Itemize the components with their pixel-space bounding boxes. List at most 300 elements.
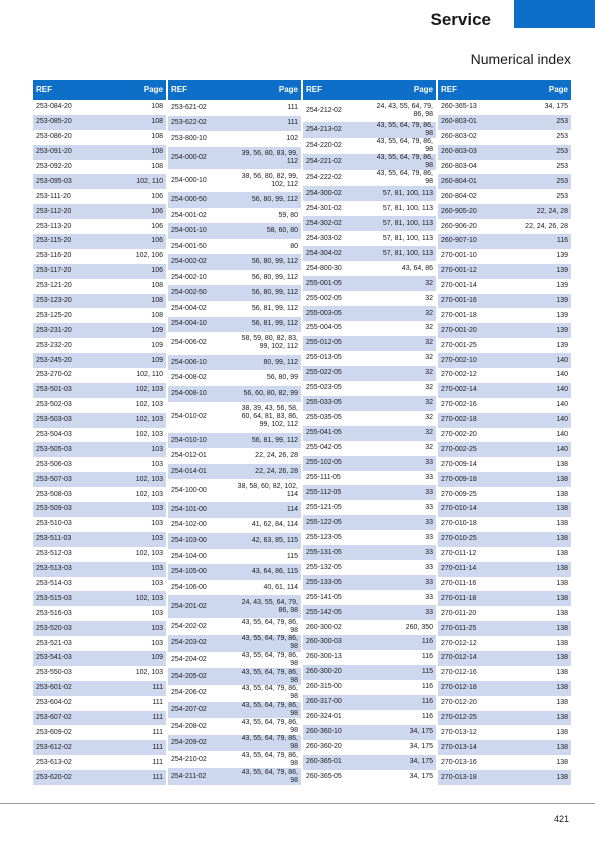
page-reference: 43, 55, 64, 79, 86, 98 (232, 735, 301, 752)
ref-number: 270-012-25 (438, 711, 502, 726)
ref-number: 253-607-02 (33, 711, 97, 726)
index-row (303, 186, 436, 201)
index-row (33, 591, 166, 606)
page-reference: 138 (502, 711, 571, 726)
ref-number: 254-301-02 (303, 201, 367, 216)
ref-number: 253-125-20 (33, 308, 97, 323)
index-row (168, 518, 301, 534)
page-reference: 41, 62, 84, 114 (232, 518, 301, 534)
index-table-4 (438, 80, 571, 785)
index-row (303, 291, 436, 306)
page-reference: 140 (502, 368, 571, 383)
ref-number: 253-501-03 (33, 383, 97, 398)
ref-number: 254-303-02 (303, 231, 367, 246)
index-row (438, 502, 571, 517)
index-row (303, 306, 436, 321)
page-reference: 138 (502, 770, 571, 785)
page-reference: 22, 24, 28 (502, 204, 571, 219)
index-row (33, 487, 166, 502)
page-reference: 253 (502, 130, 571, 145)
page-reference: 33 (367, 530, 436, 545)
page-header: Page (367, 80, 436, 100)
index-row (168, 751, 301, 768)
ref-number: 255-033-05 (303, 396, 367, 411)
page-reference: 34, 175 (367, 770, 436, 785)
page-reference: 253 (502, 145, 571, 160)
index-row (438, 770, 571, 785)
ref-number: 255-023-05 (303, 381, 367, 396)
page-reference: 42, 63, 85, 115 (232, 533, 301, 549)
index-row (303, 276, 436, 291)
ref-number: 255-141-05 (303, 590, 367, 605)
index-row (168, 301, 301, 317)
ref-number: 254-006-02 (168, 332, 232, 355)
page-reference: 43, 55, 64, 79, 86, 98 (232, 635, 301, 652)
ref-number: 270-001-12 (438, 264, 502, 279)
page-number: 421 (553, 814, 569, 824)
ref-number: 253-622-02 (168, 116, 232, 132)
page-reference: 138 (502, 681, 571, 696)
index-row (168, 332, 301, 355)
page-reference: 140 (502, 383, 571, 398)
index-row (33, 115, 166, 130)
ref-number: 270-011-20 (438, 606, 502, 621)
page-reference: 33 (367, 605, 436, 620)
page-header: Page (502, 80, 571, 100)
index-row (303, 351, 436, 366)
index-row (168, 464, 301, 480)
page-reference: 38, 58, 60, 82, 102, 114 (232, 479, 301, 502)
index-row (303, 100, 436, 122)
page-reference: 111 (232, 116, 301, 132)
page-reference: 57, 81, 100, 113 (367, 246, 436, 261)
ref-number: 270-001-14 (438, 279, 502, 294)
ref-number: 254-207-02 (168, 702, 232, 719)
page-reference: 103 (97, 517, 166, 532)
index-row (33, 517, 166, 532)
page-reference: 116 (367, 680, 436, 695)
index-row (33, 279, 166, 294)
page-reference: 111 (97, 725, 166, 740)
ref-number: 253-509-03 (33, 502, 97, 517)
index-row (438, 174, 571, 189)
ref-number: 270-013-18 (438, 770, 502, 785)
page-reference: 138 (502, 502, 571, 517)
index-row (33, 145, 166, 160)
index-row (33, 294, 166, 309)
ref-number: 253-507-03 (33, 472, 97, 487)
ref-number: 253-111-20 (33, 189, 97, 204)
ref-number: 260-300-03 (303, 635, 367, 650)
ref-number: 254-302-02 (303, 216, 367, 231)
ref-number: 254-201-02 (168, 595, 232, 618)
index-row (168, 131, 301, 147)
index-row (33, 338, 166, 353)
index-row (303, 545, 436, 560)
page-reference: 58, 59, 80, 82, 83, 99, 102, 112 (232, 332, 301, 355)
ref-header: REF (438, 80, 502, 100)
ref-number: 253-245-20 (33, 353, 97, 368)
page-reference: 57, 81, 100, 113 (367, 231, 436, 246)
ref-number: 254-208-02 (168, 718, 232, 735)
ref-number: 254-220-02 (303, 138, 367, 154)
index-row (303, 411, 436, 426)
ref-number: 255-042-05 (303, 441, 367, 456)
page-reference: 43, 55, 64, 79, 86, 98 (232, 702, 301, 719)
page-reference: 102, 103 (97, 398, 166, 413)
ref-number: 253-521-03 (33, 636, 97, 651)
page-reference: 139 (502, 264, 571, 279)
index-row (303, 635, 436, 650)
ref-number: 260-365-05 (303, 770, 367, 785)
page-reference: 33 (367, 500, 436, 515)
index-row (168, 652, 301, 669)
index-row (168, 270, 301, 286)
page-reference: 102, 103 (97, 383, 166, 398)
ref-number: 255-012-05 (303, 336, 367, 351)
ref-number: 260-317-00 (303, 695, 367, 710)
index-row (303, 755, 436, 770)
index-row (33, 442, 166, 457)
ref-number: 253-508-03 (33, 487, 97, 502)
ref-number: 253-505-03 (33, 442, 97, 457)
index-row (303, 665, 436, 680)
page-reference: 43, 55, 64, 79, 86, 98 (232, 768, 301, 785)
index-row (168, 768, 301, 785)
index-row (438, 725, 571, 740)
page-reference: 116 (367, 635, 436, 650)
ref-number: 254-001-50 (168, 239, 232, 255)
ref-number: 253-086-20 (33, 130, 97, 145)
ref-number: 270-001-18 (438, 308, 502, 323)
index-row (303, 154, 436, 170)
index-table-2 (168, 80, 301, 785)
page-reference: 138 (502, 577, 571, 592)
ref-number: 254-222-02 (303, 170, 367, 186)
index-row (168, 254, 301, 270)
index-row (168, 702, 301, 719)
ref-number: 254-001-10 (168, 223, 232, 239)
ref-number: 255-111-05 (303, 471, 367, 486)
index-row (303, 216, 436, 231)
index-row (168, 549, 301, 565)
ref-number: 254-002-10 (168, 270, 232, 286)
ref-number: 254-004-02 (168, 301, 232, 317)
ref-number: 270-009-14 (438, 457, 502, 472)
ref-number: 255-122-05 (303, 515, 367, 530)
index-row (168, 100, 301, 116)
page-reference: 102, 106 (97, 249, 166, 264)
page-reference: 111 (97, 681, 166, 696)
ref-number: 255-035-05 (303, 411, 367, 426)
ref-number: 254-101-00 (168, 502, 232, 518)
page-reference: 108 (97, 308, 166, 323)
index-row (438, 457, 571, 472)
page-reference: 111 (97, 740, 166, 755)
ref-number: 254-008-02 (168, 370, 232, 386)
index-row (303, 590, 436, 605)
index-row (303, 530, 436, 545)
page-reference: 140 (502, 428, 571, 443)
index-row (438, 755, 571, 770)
ref-number: 260-804-01 (438, 174, 502, 189)
ref-number: 260-300-20 (303, 665, 367, 680)
page-reference: 33 (367, 456, 436, 471)
index-row (303, 246, 436, 261)
index-row (33, 502, 166, 517)
index-row (33, 472, 166, 487)
index-row (168, 402, 301, 433)
page-reference: 109 (97, 353, 166, 368)
index-row (303, 441, 436, 456)
page-reference: 34, 175 (367, 740, 436, 755)
index-row (33, 264, 166, 279)
page-reference: 138 (502, 547, 571, 562)
ref-number: 253-232-20 (33, 338, 97, 353)
index-row (168, 223, 301, 239)
ref-number: 260-360-20 (303, 740, 367, 755)
page-reference: 140 (502, 398, 571, 413)
page-reference: 102, 103 (97, 487, 166, 502)
index-row (168, 169, 301, 192)
ref-number: 253-604-02 (33, 696, 97, 711)
page-reference: 102, 110 (97, 368, 166, 383)
index-row (33, 204, 166, 219)
ref-number: 255-133-05 (303, 575, 367, 590)
ref-number: 254-000-50 (168, 192, 232, 208)
page-reference: 138 (502, 591, 571, 606)
index-row (168, 370, 301, 386)
index-row (33, 651, 166, 666)
index-row (303, 426, 436, 441)
page-reference: 108 (97, 294, 166, 309)
index-row (303, 740, 436, 755)
page-reference: 138 (502, 457, 571, 472)
index-row (33, 323, 166, 338)
page-reference: 139 (502, 308, 571, 323)
page-reference: 102, 103 (97, 472, 166, 487)
ref-number: 270-002-20 (438, 428, 502, 443)
ref-number: 254-204-02 (168, 652, 232, 669)
ref-number: 253-506-03 (33, 457, 97, 472)
index-row (438, 338, 571, 353)
page-reference: 103 (97, 442, 166, 457)
index-row (438, 651, 571, 666)
page-reference: 33 (367, 485, 436, 500)
index-row (33, 353, 166, 368)
index-row (33, 666, 166, 681)
ref-number: 253-609-02 (33, 725, 97, 740)
page-reference: 56, 81, 99, 112 (232, 301, 301, 317)
ref-number: 260-905-20 (438, 204, 502, 219)
ref-number: 253-800-10 (168, 131, 232, 147)
ref-number: 255-013-05 (303, 351, 367, 366)
page-reference: 33 (367, 471, 436, 486)
ref-number: 254-209-02 (168, 735, 232, 752)
ref-number: 254-004-10 (168, 317, 232, 333)
ref-number: 253-613-02 (33, 755, 97, 770)
index-row (438, 681, 571, 696)
index-row (438, 428, 571, 443)
page-reference: 138 (502, 725, 571, 740)
ref-number: 254-102-00 (168, 518, 232, 534)
page-reference: 111 (97, 696, 166, 711)
ref-number: 254-221-02 (303, 154, 367, 170)
index-row (438, 264, 571, 279)
ref-number: 253-510-03 (33, 517, 97, 532)
page-reference: 58, 60, 80 (232, 223, 301, 239)
ref-number: 270-012-12 (438, 636, 502, 651)
page-reference: 56, 60, 80, 82, 99 (232, 386, 301, 402)
page-reference: 32 (367, 306, 436, 321)
index-row (303, 321, 436, 336)
index-row (168, 502, 301, 518)
ref-number: 270-013-14 (438, 740, 502, 755)
page-header: Page (97, 80, 166, 100)
page-reference: 57, 81, 100, 113 (367, 216, 436, 231)
ref-number: 254-014-01 (168, 464, 232, 480)
index-row (438, 442, 571, 457)
index-row (168, 533, 301, 549)
ref-number: 260-804-02 (438, 189, 502, 204)
ref-number: 270-001-16 (438, 294, 502, 309)
index-row (168, 735, 301, 752)
page-reference: 103 (97, 606, 166, 621)
page-reference: 102, 103 (97, 428, 166, 443)
page-reference: 102, 103 (97, 591, 166, 606)
page-reference: 109 (97, 323, 166, 338)
page-reference: 106 (97, 264, 166, 279)
page-reference: 139 (502, 294, 571, 309)
page-reference: 109 (97, 651, 166, 666)
index-row (438, 472, 571, 487)
ref-number: 260-803-02 (438, 130, 502, 145)
index-row (168, 618, 301, 635)
ref-number: 270-002-12 (438, 368, 502, 383)
index-row (303, 456, 436, 471)
index-row (438, 636, 571, 651)
index-row (303, 515, 436, 530)
page-reference: 32 (367, 411, 436, 426)
ref-number: 253-502-03 (33, 398, 97, 413)
page-reference: 43, 64, 86 (367, 261, 436, 276)
ref-number: 254-203-02 (168, 635, 232, 652)
ref-number: 270-009-25 (438, 487, 502, 502)
ref-number: 270-011-18 (438, 591, 502, 606)
ref-number: 253-112-20 (33, 204, 97, 219)
page-reference: 138 (502, 636, 571, 651)
ref-number: 253-620-02 (33, 770, 97, 785)
page-reference: 32 (367, 396, 436, 411)
ref-number: 260-324-01 (303, 710, 367, 725)
page-reference: 102, 110 (97, 174, 166, 189)
ref-number: 255-123-05 (303, 530, 367, 545)
index-row (438, 532, 571, 547)
index-row (303, 695, 436, 710)
page-reference: 102, 103 (97, 666, 166, 681)
index-row (303, 650, 436, 665)
ref-number: 253-084-20 (33, 100, 97, 115)
page-reference: 115 (232, 549, 301, 565)
ref-number: 254-001-02 (168, 208, 232, 224)
page-reference: 57, 81, 100, 113 (367, 186, 436, 201)
ref-number: 254-212-02 (303, 100, 367, 122)
page-reference: 43, 55, 64, 79, 86, 98 (232, 718, 301, 735)
ref-number: 253-231-20 (33, 323, 97, 338)
index-row (33, 636, 166, 651)
page-reference: 116 (367, 695, 436, 710)
page-reference: 140 (502, 353, 571, 368)
index-row (303, 366, 436, 381)
ref-number: 270-012-20 (438, 696, 502, 711)
ref-number: 255-022-05 (303, 366, 367, 381)
corner-accent-bar (514, 0, 595, 28)
index-row (438, 100, 571, 115)
page-reference: 138 (502, 472, 571, 487)
index-row (303, 620, 436, 635)
ref-number: 254-010-10 (168, 433, 232, 449)
index-row (33, 100, 166, 115)
ref-number: 254-006-10 (168, 355, 232, 371)
page-reference: 43, 55, 64, 79, 86, 98 (367, 170, 436, 186)
index-row (33, 755, 166, 770)
index-row (33, 681, 166, 696)
ref-header: REF (33, 80, 97, 100)
index-row (438, 621, 571, 636)
ref-number: 260-360-10 (303, 725, 367, 740)
page-reference: 114 (232, 502, 301, 518)
page-reference: 33 (367, 545, 436, 560)
ref-number: 254-000-02 (168, 147, 232, 170)
index-row (168, 386, 301, 402)
page-reference: 108 (97, 160, 166, 175)
index-row (303, 485, 436, 500)
index-row (168, 635, 301, 652)
ref-number: 254-103-00 (168, 533, 232, 549)
page-reference: 32 (367, 276, 436, 291)
ref-number: 254-304-02 (303, 246, 367, 261)
ref-number: 254-002-50 (168, 285, 232, 301)
ref-number: 255-142-05 (303, 605, 367, 620)
page-reference: 103 (97, 636, 166, 651)
ref-number: 254-008-10 (168, 386, 232, 402)
index-row (168, 147, 301, 170)
page-reference: 22, 24, 26, 28 (232, 464, 301, 480)
index-row (438, 323, 571, 338)
index-row (33, 219, 166, 234)
index-row (438, 145, 571, 160)
page-reference: 138 (502, 517, 571, 532)
ref-number: 270-002-25 (438, 442, 502, 457)
index-row (303, 770, 436, 785)
index-row (168, 116, 301, 132)
ref-number: 270-012-14 (438, 651, 502, 666)
index-title: Numerical index (470, 51, 571, 67)
index-row (168, 433, 301, 449)
index-row (168, 479, 301, 502)
page-reference: 56, 80, 99, 112 (232, 254, 301, 270)
ref-number: 254-012-01 (168, 448, 232, 464)
index-row (303, 710, 436, 725)
index-row (303, 725, 436, 740)
ref-number: 260-906-20 (438, 219, 502, 234)
index-row (33, 174, 166, 189)
page-reference: 140 (502, 413, 571, 428)
ref-number: 253-512-03 (33, 547, 97, 562)
page-reference: 32 (367, 426, 436, 441)
page-reference: 43, 55, 64, 79, 86, 98 (367, 122, 436, 138)
ref-number: 260-300-13 (303, 650, 367, 665)
